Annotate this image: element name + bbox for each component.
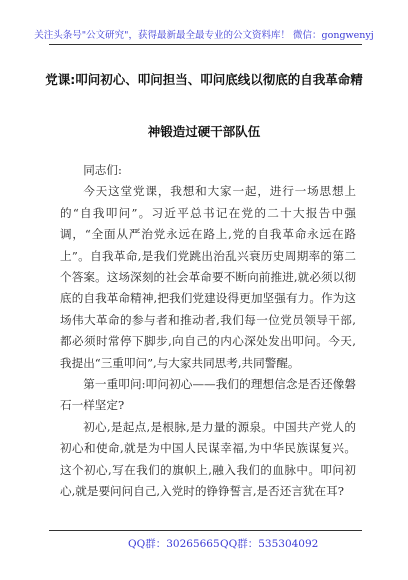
body-paragraph: 第一重叩问:叩问初心——我们的理想信念是否还像磐石一样坚定? (60, 377, 356, 413)
header-note: 关注头条号"公文研究"，获得最新最全最专业的公文资料库！ 微信：gongwenyj (34, 30, 374, 41)
document-title-line-2: 神锻造过硬干部队伍 (147, 124, 261, 139)
header-divider (49, 44, 362, 45)
body-paragraph: 初心,是起点,是根脉,是力量的源泉。中国共产党人的初心和使命,就是为中国人民谋幸福,为中华民族谋复兴。这个初心,写在我们的旗帜上,融入我们的血脉中。叩问初心,就是要问问自己,入党时的铮铮誓言,是否还言犹在耳? (60, 419, 356, 499)
footer-divider (49, 530, 362, 531)
footer-qq-group-2: QQ群：535304092 (220, 538, 319, 550)
salutation: 同志们: (83, 163, 122, 177)
body-paragraph: 今天这堂党课，我想和大家一起，进行一场思想上的“自我叩问”。习近平总书记在党的二十大报告中强调，“全面从严治党永远在路上,党的自我革命永远在路上”。自我革命,是我们党跳出治乱兴衰历史周期率的第二个答案。这场深刻的社会革命要不断向前推进,就必须以彻底的自我革命精神,把我们党建设得更加坚强有力。作为这场伟大革命的参与者和推动者,我们每一位党员领导干部,都必须时常停下脚步,向自己的内心深处发出叩问。今天,我提出“三重叩问”,与大家共同思考,共同警醒。 (60, 184, 356, 370)
document-body (60, 160, 356, 503)
footer-qq-group-1: QQ群：30265665 (128, 538, 220, 550)
document-title-line-1: 党课:叩问初心、叩问担当、叩问底线以彻底的自我革命精 (45, 72, 363, 87)
